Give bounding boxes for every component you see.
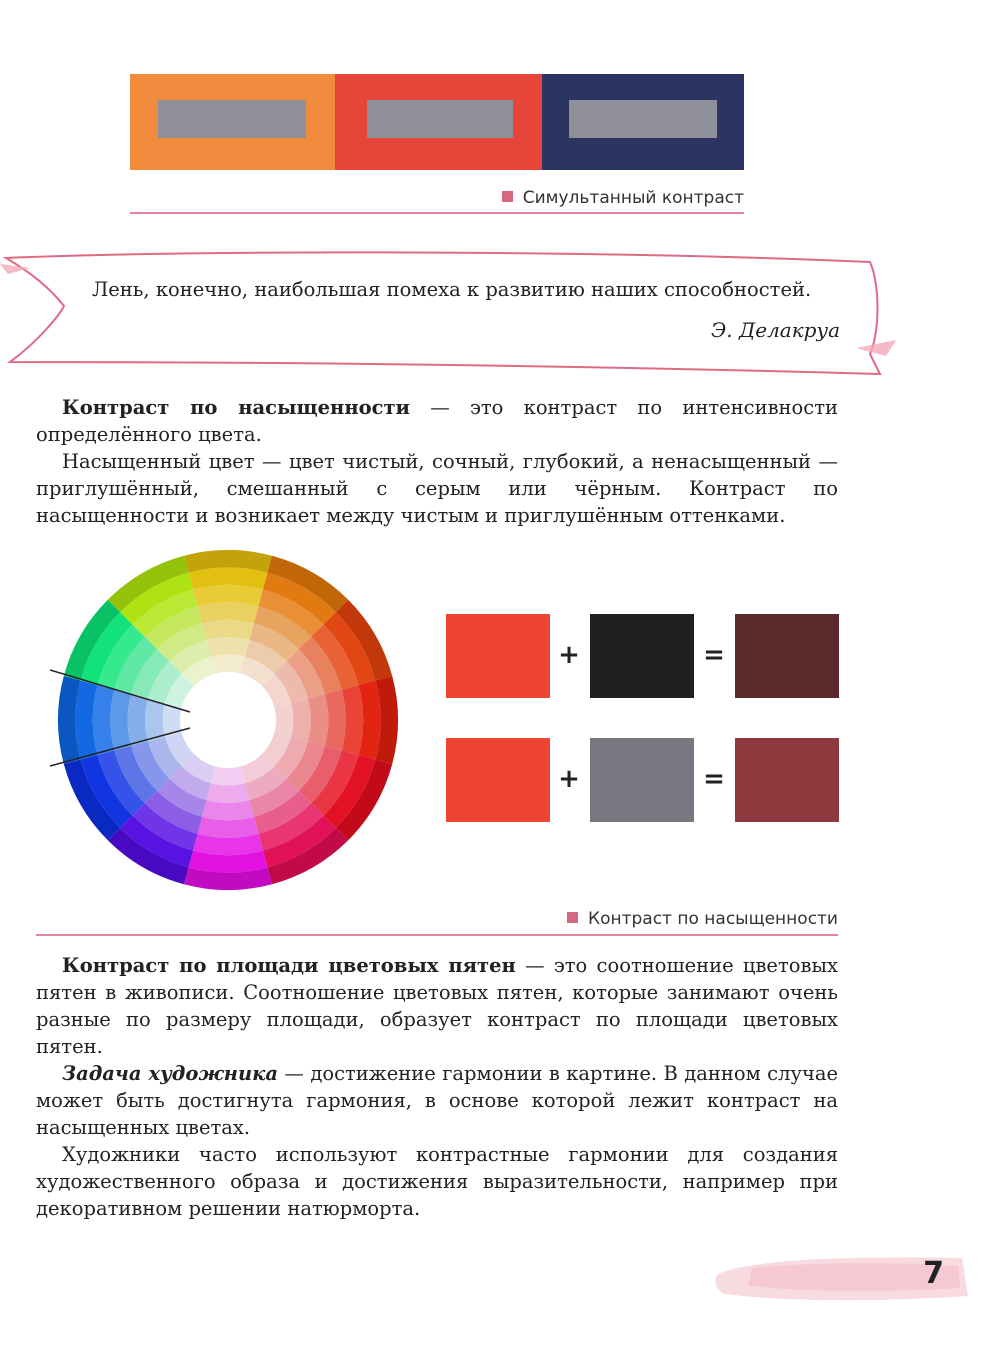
gray-rectangle <box>569 100 717 138</box>
section2-paragraph-3 <box>36 1141 838 1222</box>
section1-p1-text: — это контраст по интенсивности определённого цвета. <box>36 396 838 446</box>
caption-marker-icon <box>567 912 578 923</box>
wheel-segment <box>291 699 311 742</box>
caption-marker-icon <box>502 191 513 202</box>
simultaneous-contrast-red <box>335 74 542 170</box>
gray-rectangle <box>158 100 306 138</box>
section2-paragraph-2 <box>36 1060 838 1141</box>
wheel-segment <box>128 694 148 746</box>
swatch-red-2 <box>446 738 550 822</box>
wheel-center <box>180 672 276 768</box>
equals-sign-2: = <box>703 764 725 794</box>
section2-p3-text: Художники часто используют контрастные гармонии для создания художественного образа и достижения выразительности, например при декоративном решении натюрморта. <box>36 1143 838 1220</box>
section1-paragraph-2 <box>36 448 838 529</box>
term-saturation-contrast: Контраст по насыщенности <box>62 396 411 419</box>
figure2-rule <box>36 934 838 936</box>
simultaneous-contrast-orange <box>130 74 335 170</box>
section1-p2-text: Насыщенный цвет — цвет чистый, сочный, глубокий, а ненасыщенный — приглушённый, смешанный с серым или чёрным. Контраст по насыщенности и возникает между чистым и приглушённым оттенками. <box>36 450 838 527</box>
color-wheel <box>50 546 410 896</box>
swatch-dark-brown <box>735 614 839 698</box>
wheel-segment <box>274 703 293 737</box>
plus-sign-1: + <box>558 640 580 670</box>
simultaneous-contrast-navy <box>542 74 744 170</box>
swatch-muted-brown <box>735 738 839 822</box>
wheel-segment <box>202 620 254 640</box>
figure2-caption: Контраст по насыщенности <box>567 909 838 929</box>
wheel-segment <box>207 637 250 657</box>
page-number: 7 <box>923 1256 944 1291</box>
swatch-gray <box>590 738 694 822</box>
figure1-rule <box>130 212 744 214</box>
plus-sign-2: + <box>558 764 580 794</box>
figure1-caption: Симультанный контраст <box>502 188 744 208</box>
swatch-black <box>590 614 694 698</box>
wheel-segment <box>207 783 250 803</box>
quote-ribbon <box>0 244 900 378</box>
wheel-segment <box>202 800 254 820</box>
term-artist-task: Задача художника <box>62 1062 279 1085</box>
quote-text: Лень, конечно, наибольшая помеха к развитию наших способностей. <box>92 278 812 301</box>
wheel-segment <box>308 694 328 746</box>
term-area-contrast: Контраст по площади цветовых пятен <box>62 954 516 977</box>
quote-author: Э. Делакруа <box>710 318 840 342</box>
wheel-segment <box>211 766 245 785</box>
wheel-segment <box>211 655 245 674</box>
section2-p2-text: — достижение гармонии в картине. В данном случае может быть достигнута гармония, в основе которой лежит контраст на насыщенных цветах. <box>36 1062 838 1139</box>
section2-p1-text: — это соотношение цветовых пятен в живописи. Соотношение цветовых пятен, которые занимают очень разные по размеру площади, образует контраст по площади цветовых пятен. <box>36 954 838 1058</box>
equals-sign-1: = <box>703 640 725 670</box>
section2-paragraph-1 <box>36 952 838 1060</box>
gray-rectangle <box>367 100 513 138</box>
section1-paragraph-1 <box>36 394 838 448</box>
swatch-red-1 <box>446 614 550 698</box>
